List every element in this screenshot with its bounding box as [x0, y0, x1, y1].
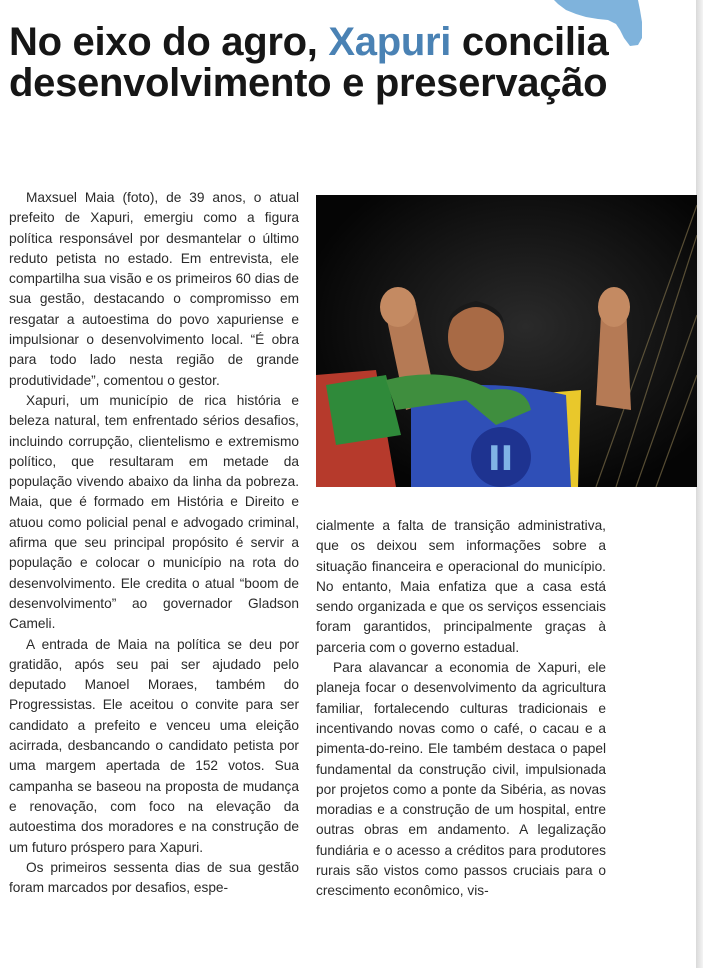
headline-part-1: No eixo do agro, [9, 20, 329, 64]
photo-illustration [316, 195, 697, 487]
article-right-column [316, 516, 606, 902]
paragraph: Xapuri, um município de rica história e beleza natural, tem enfrentado sérios desafios, incluindo corrupção, clientelismo e extremismo político, que resultaram em metade da população vivendo abaixo da linha da pobreza. Maia, que é formado em História e Direito e atuou como policial penal e advogado criminal, afirma que seu principal propósito é servir a população e colocar o município na rota do desenvolvimento. Ele credita o atual “boom de desenvolvimento” ao governador Gladson Cameli. [9, 392, 299, 632]
mayor-photo [316, 195, 697, 487]
paragraph: Para alavancar a economia de Xapuri, ele planeja focar o desenvolvimento da agricultura familiar, fortalecendo culturas tradicionais e incentivando novas como o café, o cacau e a pimenta-do-reino. Ele também destaca o papel fundamental da construção civil, impulsionada por projetos como a ponte da Sibéria, as novas moradias e a construção de um hospital, entre outras obras em andamento. A legalização fundiária e o acesso a créditos para produtores rurais são vistos como passos cruciais para o crescimento econômico, vis- [316, 660, 606, 899]
paragraph: A entrada de Maia na política se deu por gratidão, após seu pai ser ajudado pelo deputado Manoel Moraes, também do Progressistas. Ele aceitou o convite para ser candidato a prefeito e venceu uma eleição acirrada, desbancando o candidato petista por uma margem apertada de 152 votos. Sua campanha se baseou na proposta de mudança e renovação, com foco na elevação da autoestima dos moradores e na construção de um futuro próspero para Xapuri. [9, 636, 299, 855]
article-left-column [9, 188, 299, 898]
headline-highlight: Xapuri [328, 20, 452, 64]
paragraph: Maxsuel Maia (foto), de 39 anos, o atual prefeito de Xapuri, emergiu como a figura política responsável por desmantelar o último reduto petista no estado. Em entrevista, ele compartilha sua visão e os primeiros 60 dias de sua gestão, destacando o compromisso em resgatar a autoestima do povo xapuriense e impulsionar o desenvolvimento local. “É obra para todo lado nesta região de grande produtividade”, comentou o gestor. [9, 190, 299, 388]
headline-part-2: concilia desenvolvimento e preservação [9, 20, 609, 105]
page-edge-shadow [696, 0, 703, 968]
paragraph: cialmente a falta de transição administrativa, que os deixou sem informações sobre a situação financeira e operacional do município. No entanto, Maia enfatiza que a casa está sendo organizada e que os serviços essenciais foram garantidos, principalmente graças à parceria com o governo estadual. [316, 518, 606, 655]
svg-text:II: II [488, 439, 514, 479]
paragraph: Os primeiros sessenta dias de sua gestão foram marcados por desafios, espe- [9, 859, 299, 896]
article-headline [9, 22, 649, 104]
